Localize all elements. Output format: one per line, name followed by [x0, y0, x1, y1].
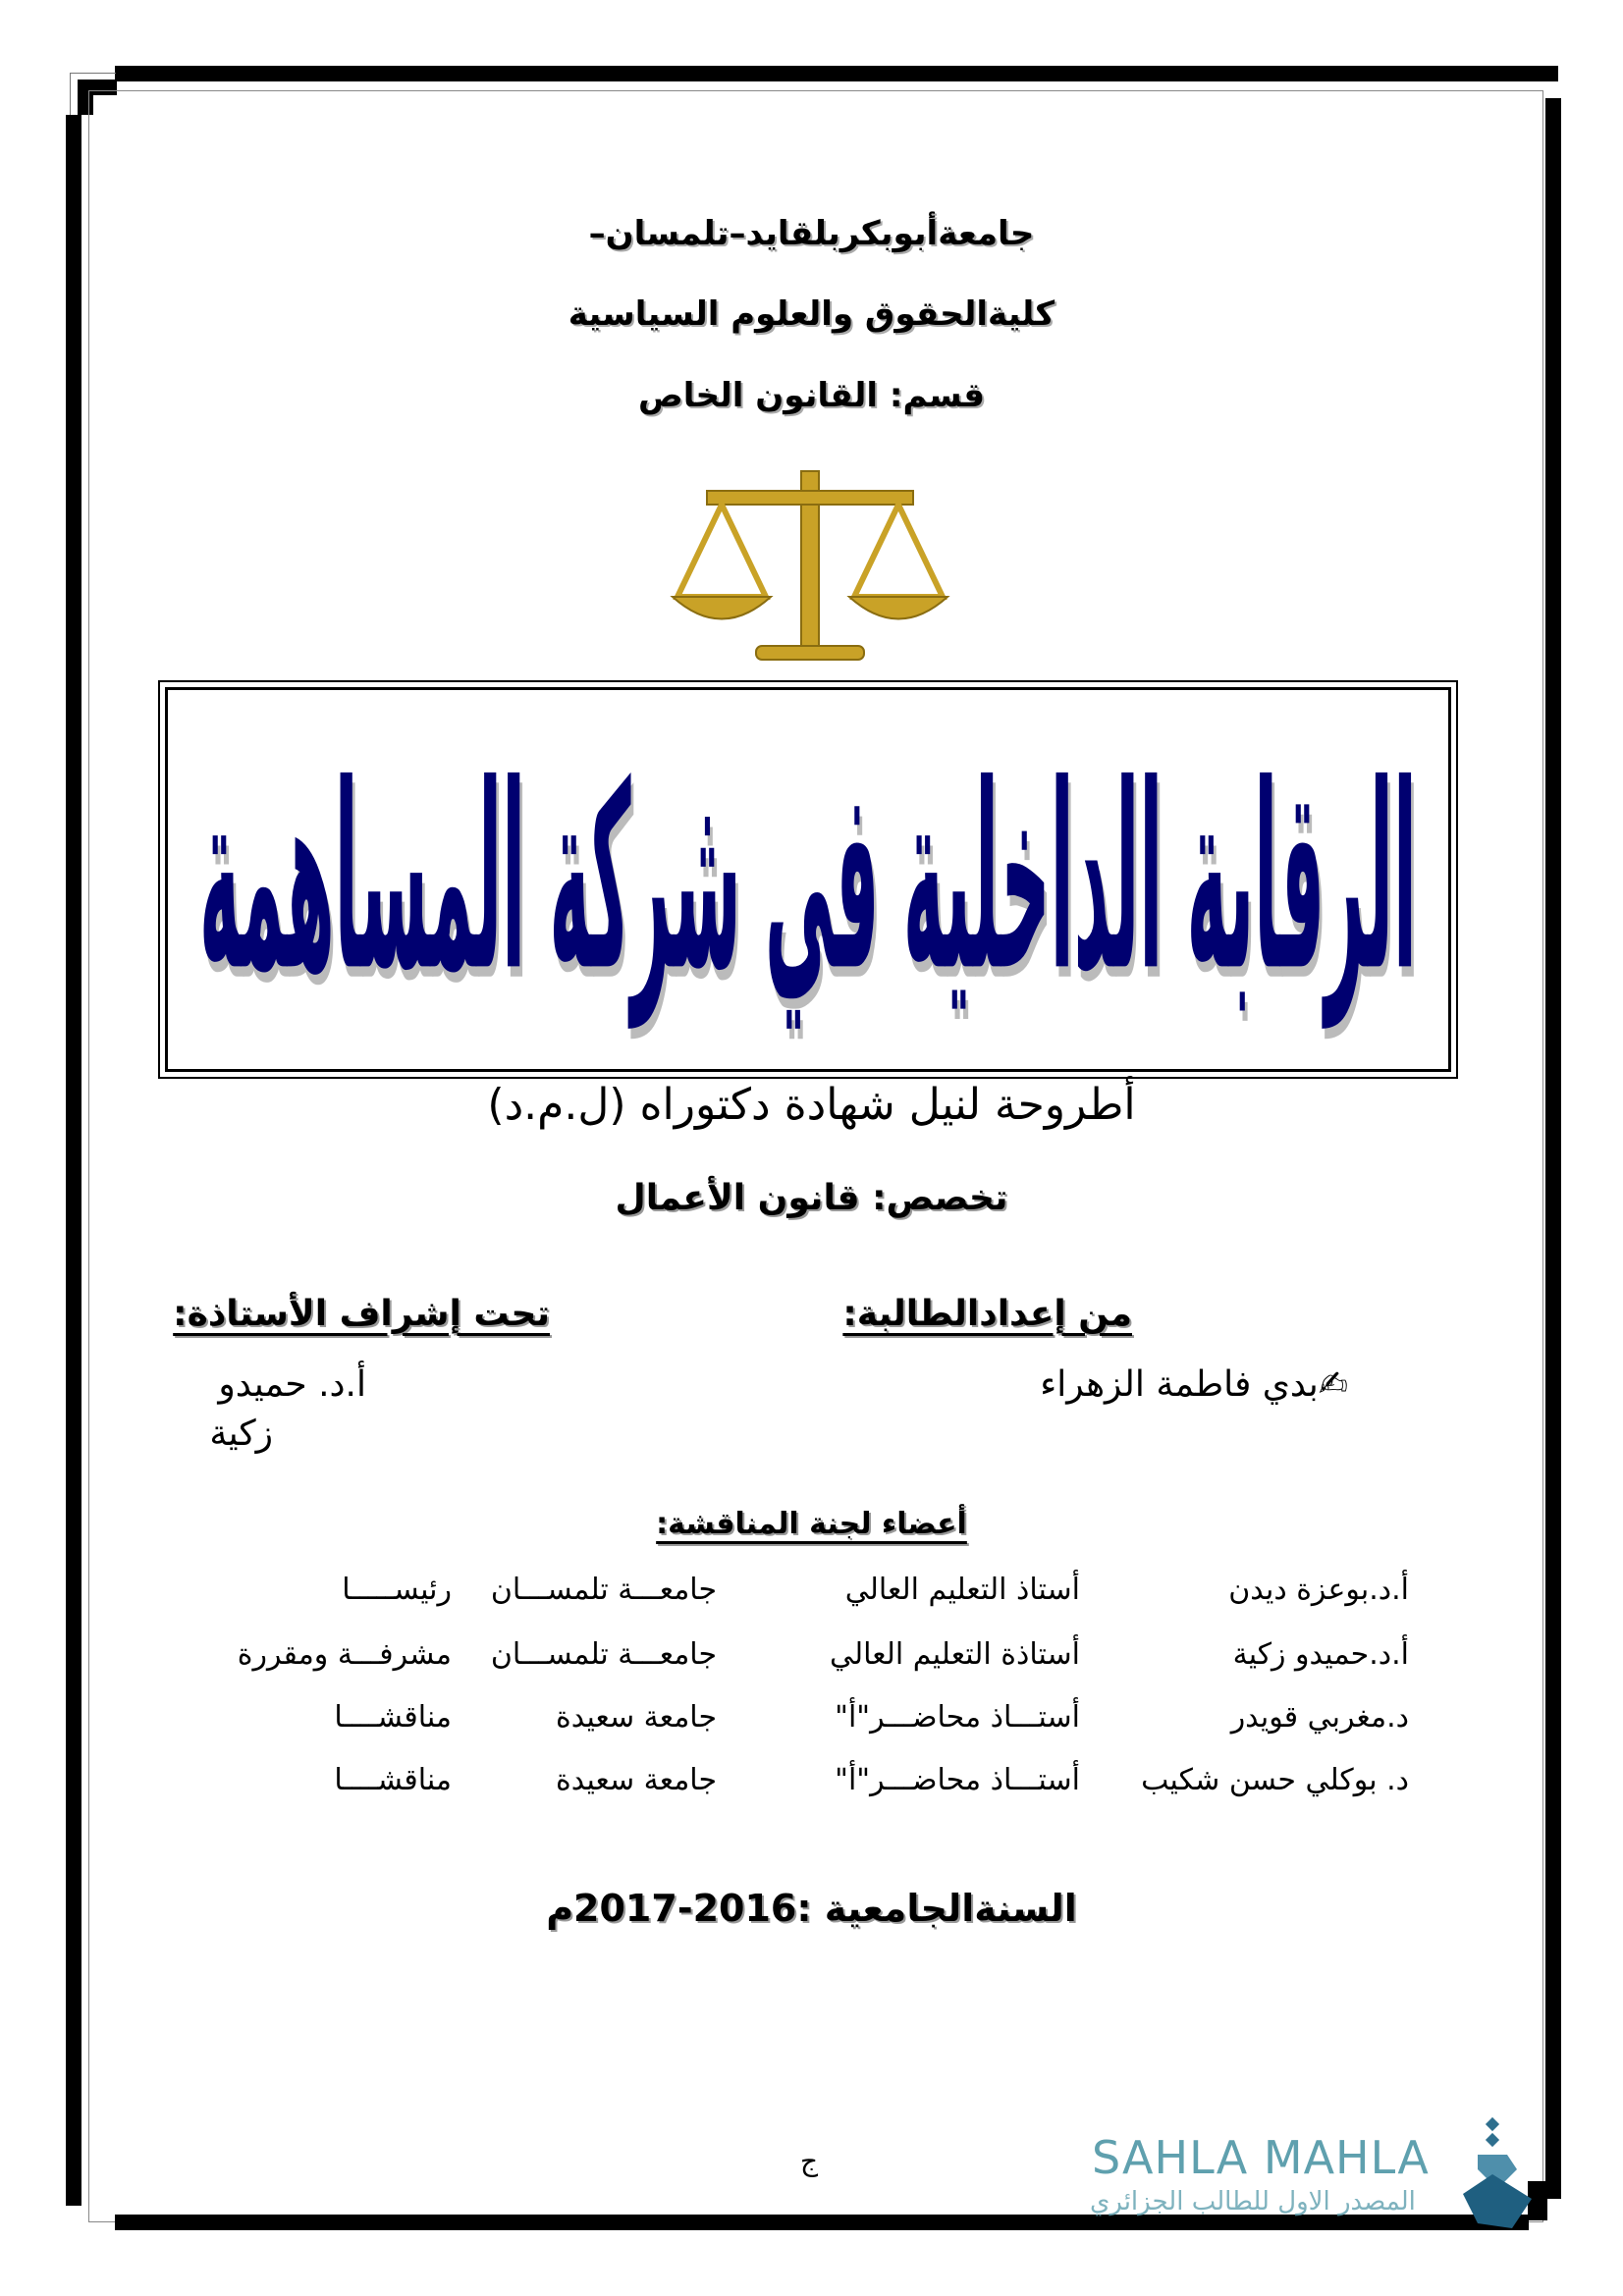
committee-heading: أعضاء لجنة المناقشة:: [656, 1507, 967, 1541]
calligraphy-logo-icon: [1458, 2115, 1537, 2233]
member-university: جامعـــة تلمســـان: [490, 1637, 717, 1672]
specialty: تخصص: قانون الأعمال: [615, 1178, 1008, 1218]
member-role: مناقشــــا: [334, 1700, 452, 1735]
student-heading: من إعدادالطالبة:: [842, 1294, 1132, 1334]
member-rank: أستـــاذ محاضـــر"أ": [835, 1763, 1080, 1797]
member-university: جامعـــة تلمســـان: [490, 1573, 717, 1607]
member-name: د.مغربي قويدر: [1230, 1700, 1409, 1735]
member-name: د. بوكلي حسن شكيب: [1141, 1763, 1409, 1797]
watermark-tagline: المصدر الاول للطالب الجزائري: [1090, 2187, 1416, 2216]
member-name: أ.د.حميدو زكية: [1232, 1637, 1409, 1672]
title-area: [165, 687, 1451, 1072]
thesis-subtitle: أطروحة لنيل شهادة دكتوراه (ل.م.د): [487, 1080, 1136, 1130]
member-university: جامعة سعيدة: [556, 1700, 717, 1735]
member-university: جامعة سعيدة: [556, 1763, 717, 1797]
supervisor-heading: تحت إشراف الأستاذة:: [173, 1294, 550, 1334]
scales-of-justice-icon: [668, 469, 952, 666]
member-rank: أستاذ التعليم العالي: [844, 1573, 1080, 1607]
member-role: مناقشــــا: [334, 1763, 452, 1797]
pen-icon: ✍: [1318, 1364, 1348, 1405]
supervisor-name-line2: زكية: [209, 1414, 273, 1454]
thesis-title: الرقابة الداخلية في شركة المساهمة: [199, 728, 1417, 1028]
student-name: ✍بدي فاطمة الزهراء: [1040, 1364, 1348, 1405]
member-role: رئيســـــا: [342, 1573, 452, 1607]
page-marker: ج: [800, 2145, 819, 2177]
academic-year: السنةالجامعية :2016-2017م: [546, 1887, 1077, 1930]
member-rank: أستاذة التعليم العالي: [830, 1637, 1080, 1672]
department-name: قسم: القانون الخاص: [638, 376, 985, 415]
faculty-name: كليةالحقوق والعلوم السياسية: [568, 294, 1055, 334]
supervisor-name-line1: أ.د. حميدو: [218, 1364, 366, 1405]
member-rank: أستـــاذ محاضـــر"أ": [835, 1700, 1080, 1735]
university-name: جامعةأبوبكربلقايد–تلمسان–: [588, 214, 1035, 253]
member-role: مشرفـــة ومقررة: [237, 1637, 452, 1672]
member-name: أ.د.بوعزة ديدن: [1228, 1573, 1409, 1607]
watermark-brand: SAHLA MAHLA: [1092, 2131, 1430, 2184]
